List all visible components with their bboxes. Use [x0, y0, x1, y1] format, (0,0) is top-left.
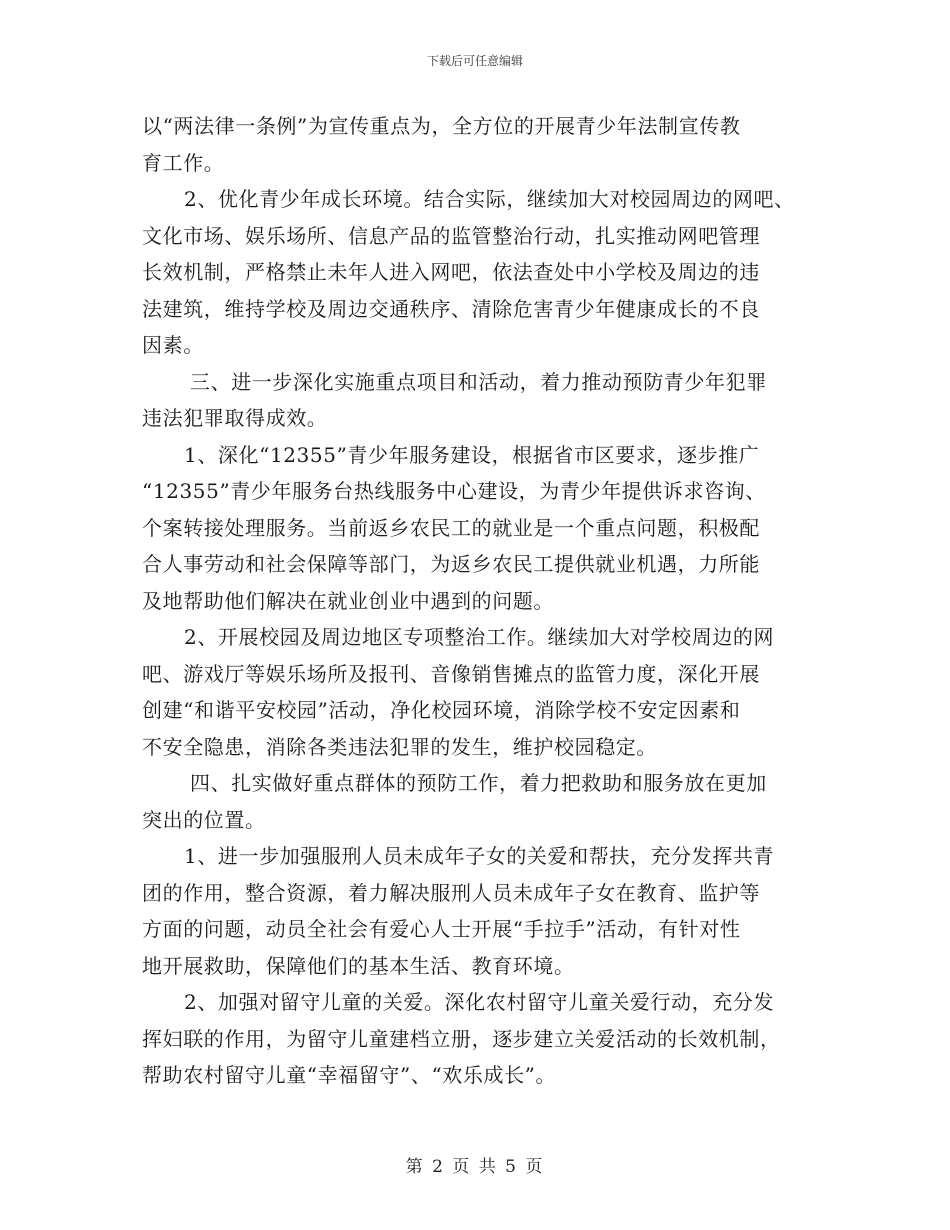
paragraph-start-line: 1、进一步加强服刑人员未成年子女的关爱和帮扶，充分发挥共青	[184, 844, 775, 868]
paragraph-start-line: 2、优化青少年成长环境。结合实际，继续加大对校园周边的网吧、	[184, 187, 795, 211]
text-line: 及地帮助他们解决在就业创业中遇到的问题。	[142, 588, 554, 613]
section-heading-line: 四、扎实做好重点群体的预防工作，着力把救助和服务放在更加	[190, 771, 767, 795]
paragraph-start-line: 1、深化“12355”青少年服务建设，根据省市区要求，逐步推广	[184, 442, 760, 467]
paragraph-start-line: 2、开展校园及周边地区专项整治工作。继续加大对学校周边的网	[184, 625, 775, 649]
text-line: 因素。	[142, 333, 204, 357]
text-line: 合人事劳动和社会保障等部门，为返乡农民工提供就业机遇，力所能	[142, 552, 760, 576]
text-line: 吧、游戏厅等娱乐场所及报刊、音像销售摊点的监管力度，深化开展	[142, 661, 760, 686]
text-line: 挥妇联的作用，为留守儿童建档立册，逐步建立关爱活动的长效机制，	[142, 1026, 781, 1051]
page-header-note: 下载后可任意编辑	[426, 54, 523, 68]
paragraph-start-line: 2、加强对留守儿童的关爱。深化农村留守儿童关爱行动，充分发	[184, 990, 775, 1014]
text-line: 法建筑，维持学校及周边交通秩序、清除危害青少年健康成长的不良	[142, 296, 760, 321]
text-line: 突出的位置。	[142, 807, 266, 832]
page-number-footer: 第 2 页 共 5 页	[405, 1157, 545, 1177]
text-line: 方面的问题，动员全社会有爱心人士开展“手拉手”活动，有针对性	[142, 917, 741, 941]
text-line: 不安全隐患，消除各类违法犯罪的发生，维护校园稳定。	[142, 734, 657, 759]
text-line: 个案转接处理服务。当前返乡农民工的就业是一个重点问题，积极配	[142, 515, 760, 540]
text-line: 团的作用，整合资源，着力解决服刑人员未成年子女在教育、监护等	[142, 880, 760, 905]
text-line: 帮助农村留守儿童“幸福留守”、“欢乐成长”。	[142, 1063, 557, 1087]
text-line: 创建“和谐平安校园”活动，净化校园环境，消除学校不安定因素和	[142, 698, 741, 722]
text-line: 以“两法律一条例”为宣传重点为，全方位的开展青少年法制宣传教	[142, 114, 741, 138]
document-body	[142, 108, 832, 1094]
text-line: 长效机制，严格禁止未年人进入网吧，依法查处中小学校及周边的违	[142, 260, 760, 284]
text-line: “12355”青少年服务台热线服务中心建设，为青少年提供诉求咨询、	[142, 479, 766, 503]
text-line: 文化市场、娱乐场所、信息产品的监管整治行动，扎实推动网吧管理	[142, 223, 760, 248]
text-line: 育工作。	[142, 150, 225, 175]
text-line: 地开展救助，保障他们的基本生活、教育环境。	[142, 953, 575, 978]
section-heading-line: 三、进一步深化实施重点项目和活动，着力推动预防青少年犯罪	[190, 369, 767, 394]
text-line: 违法犯罪取得成效。	[142, 406, 328, 430]
